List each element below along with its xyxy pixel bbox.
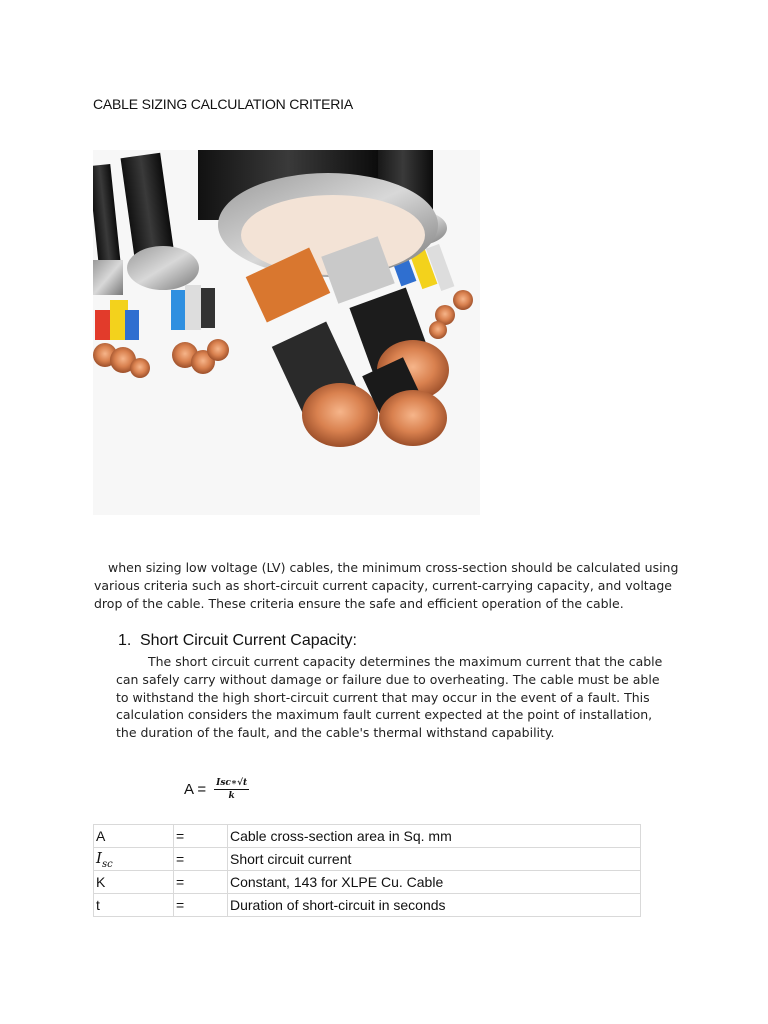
equals-cell: = [174,894,228,917]
section-body [116,653,676,742]
symbol-cell [94,848,174,871]
formula-denominator: k [228,791,235,801]
equals-cell: = [174,825,228,848]
table-row [94,871,641,894]
section-number: 1. [118,632,132,649]
symbol-cell: A [94,825,174,848]
description-cell: Duration of short-circuit in seconds [228,894,641,917]
area-formula [184,778,249,801]
table-row [94,825,641,848]
table-row [94,848,641,871]
equals-cell: = [174,871,228,894]
description-cell: Cable cross-section area in Sq. mm [228,825,641,848]
section-body-text: The short circuit current capacity determines the maximum current that the cable can safely carry without damage or failure due to overheating. The cable must be able to withstand the high short-circuit current that may occur in the event of a fault. This calculation considers the maximum fault current expected at the point of installation, the duration of the fault, and the cable's thermal withstand capability. [116,654,663,741]
intro-text: when sizing low voltage (LV) cables, the minimum cross-section should be calculated using various criteria such as short-circuit current capacity, current-carrying capacity, and voltage drop of the cable. These criteria ensure the safe and efficient operation of the cable. [94,560,679,612]
formula-numerator: Isc∗√t [216,778,248,788]
description-cell: Constant, 143 for XLPE Cu. Cable [228,871,641,894]
cable-photo [93,150,480,515]
symbol-cell: t [94,894,174,917]
formula-fraction [214,778,249,801]
formula-lhs: A = [184,781,207,798]
cable-illustration [93,150,480,515]
page-title: CABLE SIZING CALCULATION CRITERIA [93,96,353,112]
isc-symbol: $I_{sc}$ [96,848,113,870]
table-row [94,894,641,917]
section-title: Short Circuit Current Capacity: [140,632,357,649]
section-heading [118,632,357,650]
definitions-table [93,824,641,917]
intro-paragraph [94,559,684,614]
description-cell: Short circuit current [228,848,641,871]
symbol-cell: K [94,871,174,894]
equals-cell: = [174,848,228,871]
